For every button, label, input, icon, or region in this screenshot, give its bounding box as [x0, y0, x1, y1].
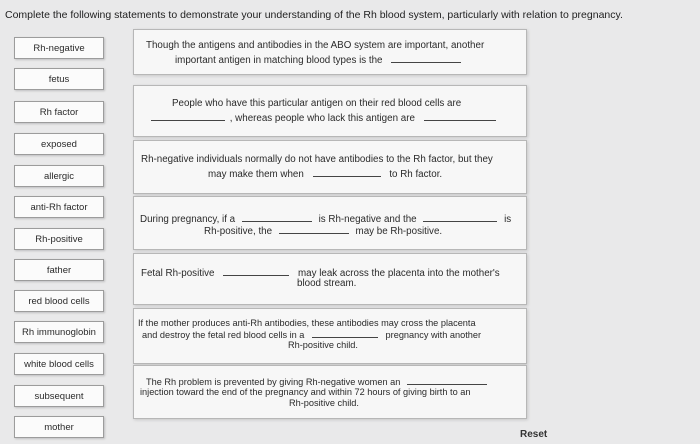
drop-blank[interactable] [312, 328, 378, 338]
term-tile[interactable]: red blood cells [14, 290, 104, 312]
drop-blank[interactable] [424, 111, 496, 121]
statement-5-line-1a: Fetal Rh-positive [141, 268, 215, 279]
drop-blank[interactable] [407, 375, 487, 385]
statement-2-line-2: , whereas people who lack this antigen are [229, 113, 415, 124]
statement-3-line-1: Rh-negative individuals normally do not have antibodies to the Rh factor, but they [141, 154, 493, 165]
term-tile[interactable]: anti-Rh factor [14, 196, 104, 218]
statement-2-line-1: People who have this particular antigen on their red blood cells are [172, 98, 462, 109]
drop-blank[interactable] [242, 212, 312, 222]
term-tile[interactable]: white blood cells [14, 353, 104, 375]
drop-blank[interactable] [423, 212, 497, 222]
term-tile[interactable]: mother [14, 416, 104, 438]
term-tile[interactable]: Rh-positive [14, 228, 104, 250]
statement-1-line-2: important antigen in matching blood types is the [175, 55, 383, 66]
statement-6-line-2a: and destroy the fetal red blood cells in a [142, 330, 305, 340]
statement-box-2 [133, 85, 527, 137]
statement-4-line-2b: may be Rh-positive. [355, 226, 443, 237]
statement-3-line-2a: may make them when [208, 169, 304, 180]
drop-blank[interactable] [151, 111, 225, 121]
term-tile[interactable]: subsequent [14, 385, 104, 407]
statement-box-4 [133, 196, 527, 250]
term-tile[interactable]: Rh immunoglobin [14, 321, 104, 343]
term-tile[interactable]: Rh-negative [14, 37, 104, 59]
statement-7-line-2: injection toward the end of the pregnancy and within 72 hours of giving birth to an [140, 387, 471, 397]
statement-7-line-3: Rh-positive child. [289, 398, 359, 408]
statement-4-line-1a: During pregnancy, if a [140, 214, 236, 225]
term-tile[interactable]: father [14, 259, 104, 281]
drop-blank[interactable] [279, 224, 349, 234]
statement-6-line-1: If the mother produces anti-Rh antibodies, these antibodies may cross the placenta [138, 318, 476, 328]
statement-4-line-2a: Rh-positive, the [204, 226, 273, 237]
statement-box-6 [133, 308, 527, 364]
drop-blank[interactable] [313, 167, 381, 177]
statement-3-line-2b: to Rh factor. [389, 169, 443, 180]
statement-box-5 [133, 253, 527, 305]
drop-blank[interactable] [223, 266, 289, 276]
statement-box-3 [133, 140, 527, 194]
statement-5-line-2: blood stream. [297, 278, 357, 289]
statement-1-line-1: Though the antigens and antibodies in the ABO system are important, another [146, 40, 485, 51]
statement-box-1 [133, 29, 527, 75]
instructions-text: Complete the following statements to demonstrate your understanding of the Rh blood system, particularly with relation to pregnancy. [5, 9, 623, 21]
drop-blank[interactable] [391, 53, 461, 63]
statement-6-line-2b: pregnancy with another [385, 330, 482, 340]
term-tile[interactable]: allergic [14, 165, 104, 187]
reset-button[interactable]: Reset [520, 429, 548, 440]
term-tile[interactable]: Rh factor [14, 101, 104, 123]
statement-4-line-1b: is Rh-negative and the [318, 214, 417, 225]
statement-5-line-1b: may leak across the placenta into the mother's [297, 268, 500, 279]
term-tile[interactable]: fetus [14, 68, 104, 90]
term-tile[interactable]: exposed [14, 133, 104, 155]
statement-6-line-3: Rh-positive child. [288, 340, 358, 350]
statement-box-7 [133, 365, 527, 419]
statement-4-line-1c: is [504, 214, 512, 225]
statement-7-line-1: The Rh problem is prevented by giving Rh-negative women an [146, 377, 401, 387]
